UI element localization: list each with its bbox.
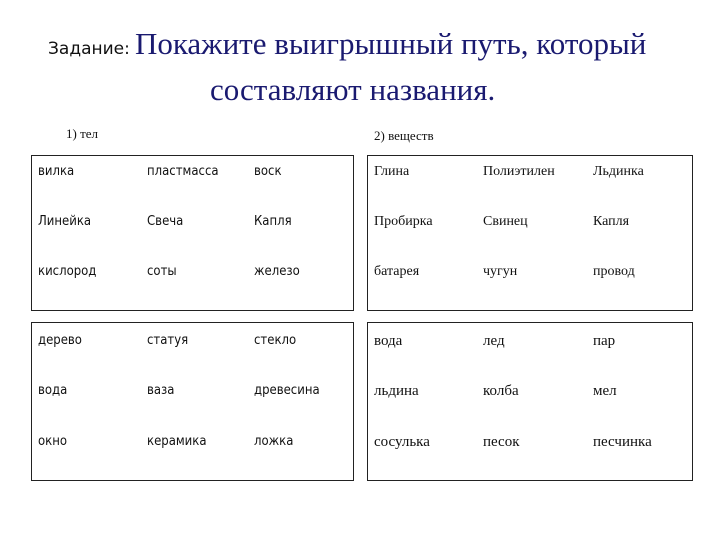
grid-cell[interactable]: колба (483, 383, 519, 399)
grid-cell[interactable]: мел (593, 383, 617, 399)
grid-cell[interactable]: вода (38, 383, 68, 398)
grid-cell[interactable]: песчинка (593, 434, 652, 450)
grid-cell[interactable]: кислород (38, 264, 97, 279)
grid-cell[interactable]: пар (593, 333, 616, 349)
grid-cell[interactable]: окно (38, 434, 68, 449)
task-prefix: Задание: (48, 39, 130, 59)
grid-cell[interactable]: керамика (147, 434, 207, 449)
grid-cell[interactable]: Пробирка (374, 214, 433, 229)
section-label-substances: 2) веществ (374, 128, 434, 143)
grid-cell[interactable]: ваза (147, 383, 175, 398)
grid-cell[interactable]: Линейка (38, 214, 92, 229)
grid-cell[interactable]: древесина (254, 383, 320, 398)
grid-cell[interactable]: вода (374, 333, 403, 349)
grid-cell[interactable]: статуя (147, 333, 189, 348)
grid-cell[interactable]: железо (254, 264, 300, 279)
grid-substances-bottom (367, 322, 693, 481)
task-text: Покажите выигрышный путь, который (134, 26, 647, 61)
grid-cell[interactable]: Полиэтилен (483, 164, 555, 179)
grid-cell[interactable]: Глина (374, 164, 410, 179)
grid-cell[interactable]: чугун (483, 264, 518, 279)
grid-cell[interactable]: батарея (374, 264, 420, 279)
grid-bodies-top (31, 155, 354, 311)
grid-cell[interactable]: лед (483, 333, 505, 349)
grid-cell[interactable]: стекло (254, 333, 297, 348)
grid-cell[interactable]: соты (147, 264, 177, 279)
task-title-line2: составляют названия. (210, 72, 496, 107)
grid-cell[interactable]: ложка (254, 434, 294, 449)
grid-cell[interactable]: Льдинка (593, 164, 644, 179)
grid-cell[interactable]: Свеча (147, 214, 184, 229)
grid-cell[interactable]: вилка (38, 164, 75, 179)
section-label-bodies: 1) тел (66, 126, 99, 141)
grid-cell[interactable]: льдина (374, 383, 419, 399)
grid-cell[interactable]: песок (483, 434, 520, 450)
grid-cell[interactable]: Капля (593, 214, 630, 229)
grid-cell[interactable]: дерево (38, 333, 82, 348)
grid-cell[interactable]: Свинец (483, 214, 528, 229)
task-title-line1 (48, 26, 646, 62)
grid-cell[interactable]: пластмасса (147, 164, 219, 179)
grid-bodies-bottom (31, 322, 354, 481)
grid-substances-top (367, 155, 693, 311)
grid-cell[interactable]: провод (593, 264, 635, 279)
grid-cell[interactable]: сосулька (374, 434, 430, 450)
grid-cell[interactable]: Капля (254, 214, 292, 229)
grid-cell[interactable]: воск (254, 164, 282, 179)
